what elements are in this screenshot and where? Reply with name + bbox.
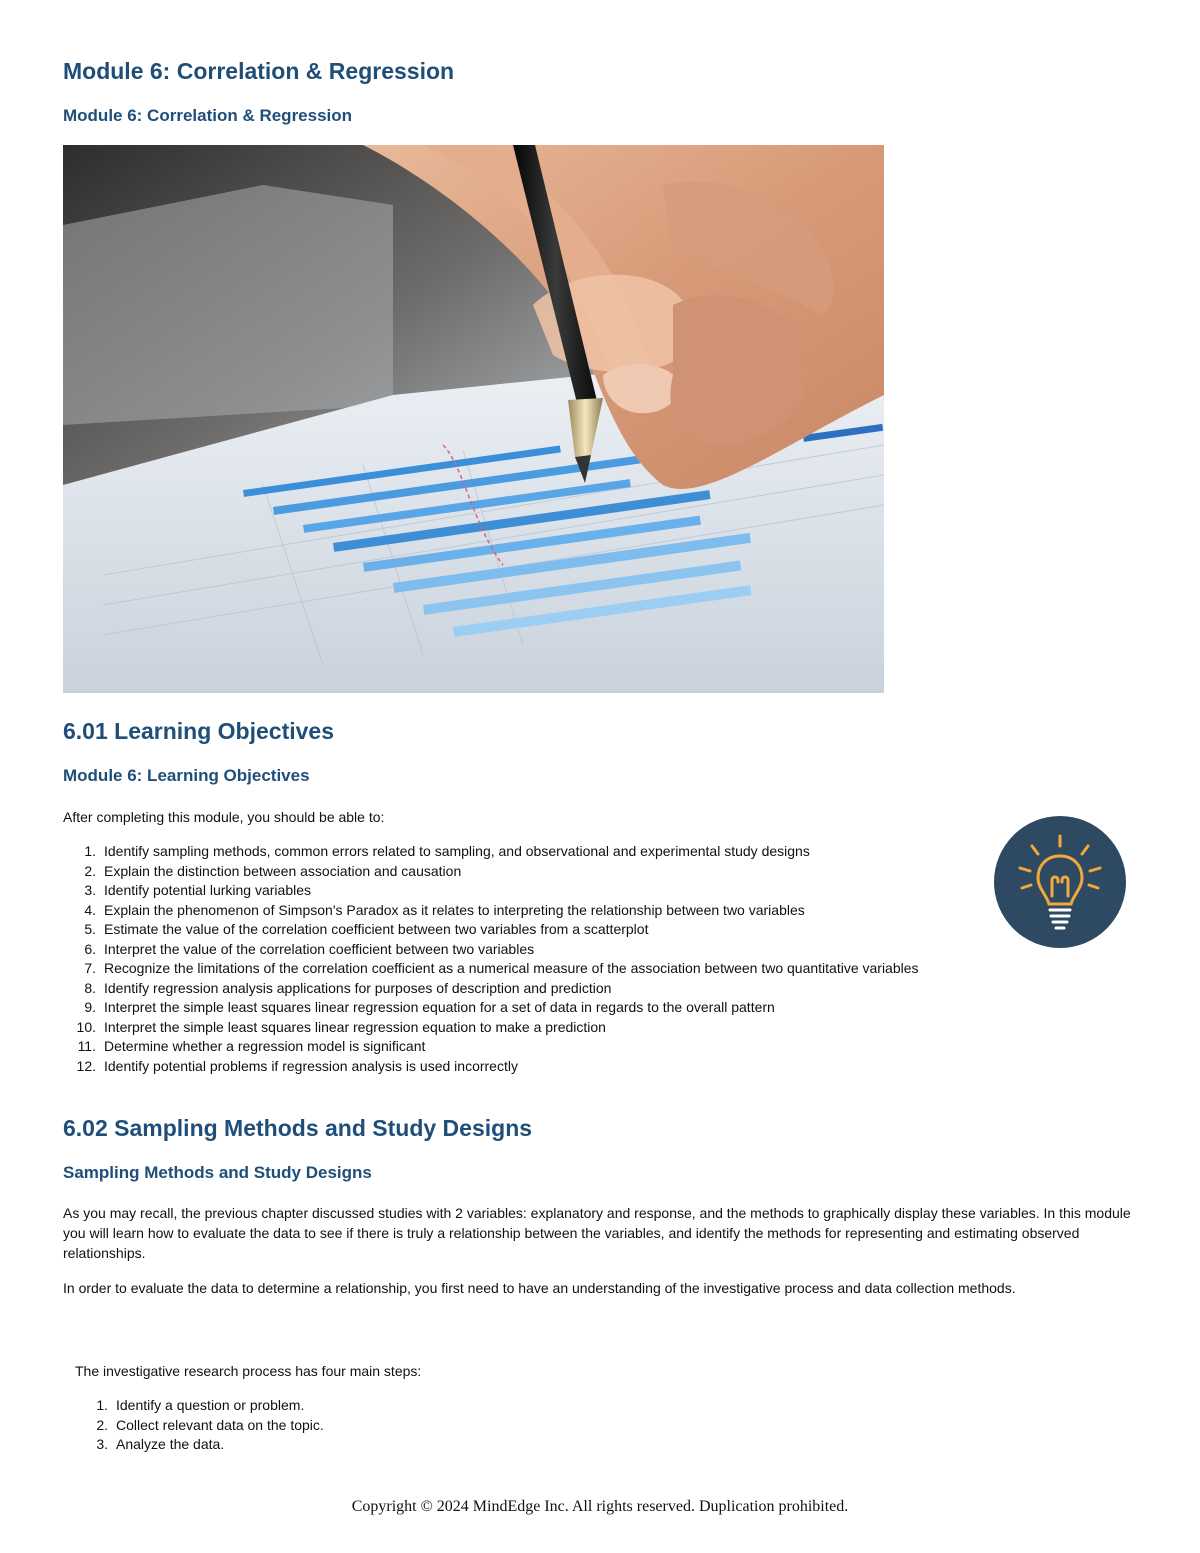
list-item: 7. Recognize the limitations of the correlation coefficient as a numerical measure of the association between two quantitative variables [84,960,919,976]
sampling-paragraph-1: As you may recall, the previous chapter discussed studies with 2 variables: explanatory and response, and the methods to graphically display these variables. In this module you will learn how to evaluate the data to see if there is truly a relationship between the variables, and identify the methods for representing and estimating observed relationships. [63,1205,1131,1261]
copyright-footer: Copyright © 2024 MindEdge Inc. All rights reserved. Duplication prohibited. [351,1498,849,1515]
sampling-paragraph-2: In order to evaluate the data to determine a relationship, you first need to have an understanding of the investigative process and data collection methods. [63,1280,1016,1296]
list-item: 1. Identify sampling methods, common errors related to sampling, and observational and experimental study designs [84,843,810,859]
list-item: 1. Identify a question or problem. [96,1397,305,1413]
list-item: 12. Identify potential problems if regression analysis is used incorrectly [76,1057,518,1074]
objectives-intro: After completing this module, you should be able to: [63,809,385,825]
list-item: 3. Identify potential lurking variables [84,882,312,898]
lightbulb-icon [994,816,1126,948]
list-item: 2. Explain the distinction between association and causation [84,862,462,879]
sampling-paragraph-3: The investigative research process has four main steps: [75,1363,422,1379]
sampling-title: 6.02 Sampling Methods and Study Designs [63,1115,533,1141]
list-item: 8. Identify regression analysis applications for purposes of description and prediction [84,979,612,996]
hand-writing-on-bar-chart-photo [63,145,884,693]
module-title: Module 6: Correlation & Regression [63,58,455,84]
list-item: 10. Interpret the simple least squares linear regression equation to make a prediction [76,1018,606,1035]
list-item: 4. Explain the phenomenon of Simpson's Paradox as it relates to interpreting the relationship between two variables [84,901,805,918]
list-item: 2. Collect relevant data on the topic. [96,1416,324,1433]
list-item: 5. Estimate the value of the correlation coefficient between two variables from a scatterplot [84,921,649,937]
steps-list [75,1396,324,1455]
list-item: 6. Interpret the value of the correlation coefficient between two variables [84,940,535,957]
objectives-subtitle: Module 6: Learning Objectives [63,766,310,785]
list-item: 9. Interpret the simple least squares linear regression equation for a set of data in regards to the overall pattern [84,999,775,1015]
list-item: 11. Determine whether a regression model is significant [77,1038,426,1054]
sampling-subtitle: Sampling Methods and Study Designs [63,1163,372,1182]
objectives-list [63,842,919,1076]
list-item: 3. Analyze the data. [96,1436,225,1452]
objectives-title: 6.01 Learning Objectives [63,718,335,744]
module-subtitle: Module 6: Correlation & Regression [63,106,353,125]
